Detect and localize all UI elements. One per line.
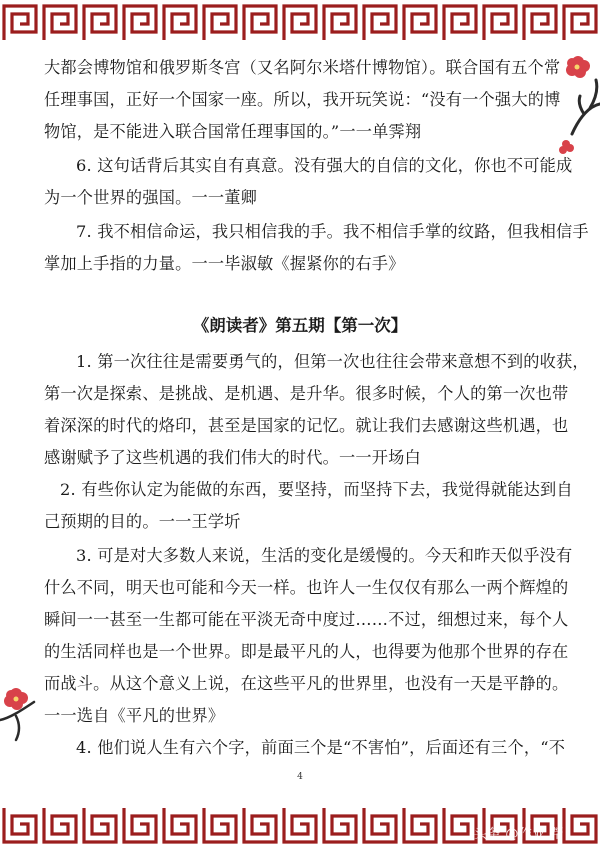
item-1-line-2: 第一次是探索、是挑战、是机遇、是升华。很多时候，个人的第一次也带 (44, 384, 569, 403)
source-watermark: 头条 @作业 帮 (473, 827, 564, 842)
item-2-line-1: 2. 有些你认定为能做的东西，要坚持，而坚持下去，我觉得就能达到自 (60, 480, 573, 499)
item-2-line-2: 己预期的目的。一一王学圻 (44, 512, 241, 531)
item-1-line-3: 着深深的时代的烙印，甚至是国家的记忆。就让我们去感谢这些机遇，也 (44, 416, 569, 435)
quote-1-tail-line-1: 大都会博物馆和俄罗斯冬宫（又名阿尔米塔什博物馆）。联合国有五个常 (44, 58, 561, 77)
quote-7-line-1: 7. 我不相信命运，我只相信我的手。我不相信手掌的纹路，但我相信手 (76, 222, 589, 241)
item-3-line-3: 瞬间一一甚至一生都可能在平淡无奇中度过……不过，细想过来，每个人 (44, 610, 569, 629)
item-3-line-2: 什么不同，明天也可能和今天一样。也许人一生仅仅有那么一两个辉煌的 (44, 578, 569, 597)
item-1-line-4: 感谢赋予了这些机遇的我们伟大的时代。一一开场白 (44, 448, 421, 467)
item-1-line-1: 1. 第一次往往是需要勇气的，但第一次也往往会带来意想不到的收获， (76, 352, 589, 371)
quote-1-tail-line-2: 任理事国，正好一个国家一座。所以，我开玩笑说：“没有一个强大的博 (44, 90, 561, 109)
item-3-line-4: 的生活同样也是一个世界。即是最平凡的人，也得要为他那个世界的存在 (44, 642, 569, 661)
page-number: 4 (297, 772, 303, 782)
quote-6-line-1: 6. 这句话背后其实自有真意。没有强大的自信的文化，你也不可能成 (76, 156, 573, 175)
quote-7-line-2: 掌加上手指的力量。一一毕淑敏《握紧你的右手》 (44, 254, 405, 273)
item-3-line-1: 3. 可是对大多数人来说，生活的变化是缓慢的。今天和昨天似乎没有 (76, 546, 573, 565)
quote-6-line-2: 为一个世界的强国。一一董卿 (44, 188, 258, 207)
item-4-line-1: 4. 他们说人生有六个字，前面三个是“不害怕”，后面还有三个，“不 (76, 738, 566, 757)
item-3-line-5: 而战斗。从这个意义上说，在这些平凡的世界里，也没有一天是平静的。 (44, 674, 569, 693)
section-heading: 《朗读者》第五期【第一次】 (192, 316, 408, 335)
item-3-line-6: 一一选自《平凡的世界》 (44, 706, 225, 725)
quote-1-tail-line-3: 物馆，是不能进入联合国常任理事国的。”一一单霁翔 (44, 122, 422, 141)
